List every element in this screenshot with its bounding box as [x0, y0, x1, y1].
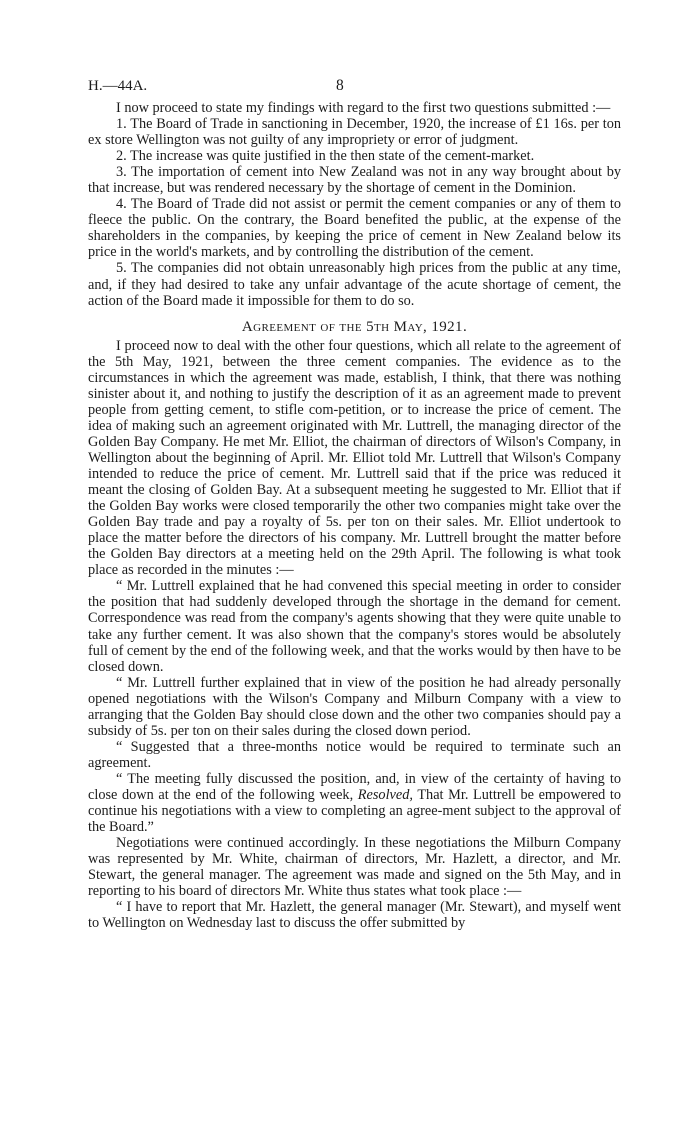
quoted-minutes-paragraph: “ The meeting fully discussed the position, and, in view of the certainty of having to close down at the end of the following week, Resolved, That Mr. Luttrell be empowered to continue his negotiations with a view to completing an agree-ment subject to the approval of the Board.”	[88, 770, 622, 836]
finding-item: 1. The Board of Trade in sanctioning in December, 1920, the increase of £1 16s. per ton ex store Wellington was not guilty of any impropriety or error of judgment.	[88, 116, 621, 149]
intro-paragraph: I now proceed to state my findings with regard to the first two questions submitted :—	[116, 100, 611, 116]
body-paragraph: I proceed now to deal with the other four questions, which all relate to the agreement of the 5th May, 1921, between the three cement companies. The evidence as to the circumstances in which the agreement was made, establish, I think, that there was nothing sinister about it, and nothing to justify the description of it as an agreement made to prevent people from getting cement, to stifle com-petition, or to increase the price of cement. The idea of making such an agreement originated with Mr. Luttrell, the managing director of the Golden Bay Company. He met Mr. Elliot, the chairman of directors of Wilson's Company, in Wellington about the beginning of April. Mr. Elliot told Mr. Luttrell that Wilson's Company intended to reduce the price of cement. Mr. Luttrell said that if the price was reduced it meant the closing of Golden Bay. At a subsequent meeting he suggested to Mr. Elliot that if the Golden Bay works were closed temporarily the other two companies might take over the Golden Bay trade and pay a royalty of 5s. per ton on their sales. Mr. Elliot undertook to place the matter before the directors of his company. Mr. Luttrell brought the matter before the Golden Bay directors at a meeting held on the 29th April. The following is what took place as recorded in the minutes :—	[88, 337, 621, 579]
quoted-minutes-paragraph: “ Mr. Luttrell further explained that in view of the position he had already personally opened negotiations with the Wilson's Company and Milburn Company with a view to arranging that the Golden Bay should close down and the other two companies should pay a subsidy of 5s. per ton on their sales during the closed down period.	[88, 674, 621, 739]
section-heading: Agreement of the 5th May, 1921.	[241, 318, 468, 335]
resolved-emphasis: Resolved,	[357, 786, 413, 803]
quoted-minutes-paragraph: “ Suggested that a three-months notice would be required to terminate such an agreement.	[88, 738, 621, 771]
finding-item: 4. The Board of Trade did not assist or permit the cement companies or any of them to fleece the public. On the contrary, the Board benefited the public, at the expense of the shareholders in the companies, by keeping the price of cement in New Zealand below its price in the world's markets, and by controlling the distribution of the cement.	[88, 196, 621, 261]
page-number: 8	[336, 77, 344, 94]
quoted-report-paragraph: “ I have to report that Mr. Hazlett, the general manager (Mr. Stewart), and myself went to Wellington on Wednesday last to discuss the offer submitted by	[88, 899, 621, 932]
document-body	[88, 100, 621, 931]
quoted-minutes-paragraph: “ Mr. Luttrell explained that he had convened this special meeting in order to consider the position that had suddenly developed through the shortage in the demand for cement. Correspondence was read from the company's agents showing that they were quite unable to take any further cement. It was also shown that the company's stores would be absolutely full of cement by the end of the following week, and that the works would by then have to be closed down.	[88, 578, 621, 675]
finding-item: 2. The increase was quite justified in the then state of the cement-market.	[116, 148, 535, 165]
finding-item: 5. The companies did not obtain unreasonably high prices from the public at any time, and, if they had desired to take any unfair advantage of the acute shortage of cement, the action of the Board made it impossible for them to do so.	[88, 260, 621, 309]
document-reference: H.—44A.	[88, 78, 148, 94]
finding-item: 3. The importation of cement into New Zealand was not in any way brought about by that increase, but was rendered necessary by the shortage of cement in the Dominion.	[88, 164, 621, 197]
page-header	[88, 78, 628, 96]
body-paragraph: Negotiations were continued accordingly. In these negotiations the Milburn Company was represented by Mr. White, chairman of directors, Mr. Hazlett, a director, and Mr. Stewart, the general manager. The agreement was made and signed on the 5th May, and in reporting to his board of directors Mr. White thus states what took place :—	[88, 835, 621, 900]
